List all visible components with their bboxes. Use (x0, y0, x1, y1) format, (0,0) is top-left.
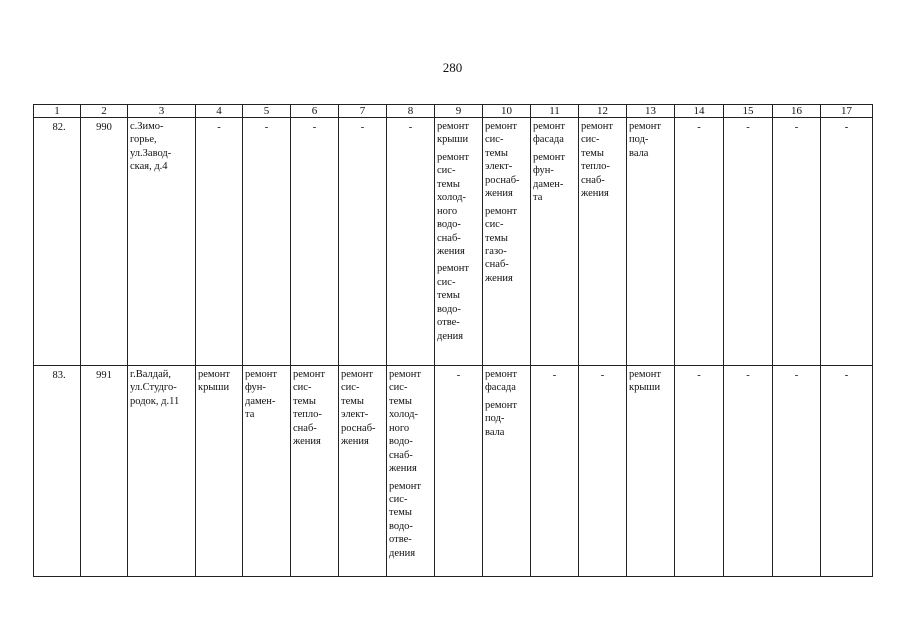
work-item: ремонт под- вала (485, 399, 518, 438)
work-cell-col-17: - (821, 366, 873, 577)
column-number-5: 5 (243, 105, 291, 118)
work-cell-col-9 (435, 118, 483, 366)
work-cell-col-14: - (675, 366, 724, 577)
work-cell-col-5: - (243, 118, 291, 366)
work-item: ремонт сис- темы тепло- снаб- жения (581, 121, 614, 200)
work-item: ремонт сис- темы тепло- снаб- жения (293, 369, 326, 448)
work-cell-col-13 (627, 366, 675, 577)
column-number-11: 11 (531, 105, 579, 118)
work-item: ремонт сис- темы холод- ного водо- снаб- жения (389, 369, 422, 475)
page-number: 280 (442, 60, 463, 75)
work-item: ремонт под- вала (629, 121, 662, 159)
work-cell-col-17: - (821, 118, 873, 366)
column-number-12: 12 (579, 105, 627, 118)
table-row (34, 118, 873, 366)
work-item: ремонт сис- темы элект- роснаб- жения (485, 121, 520, 200)
table-body (34, 105, 873, 577)
column-number-7: 7 (339, 105, 387, 118)
row-number-cell: 82. (34, 118, 81, 366)
work-item: ремонт фун- дамен- та (533, 151, 566, 204)
column-number-2: 2 (81, 105, 128, 118)
row-number-cell: 83. (34, 366, 81, 577)
work-cell-col-12 (579, 118, 627, 366)
work-item: ремонт сис- темы элект- роснаб- жения (341, 369, 376, 448)
column-number-8: 8 (387, 105, 435, 118)
column-number-1: 1 (34, 105, 81, 118)
column-number-6: 6 (291, 105, 339, 118)
work-item: ремонт сис- темы водо- отве- дения (389, 480, 422, 559)
column-number-10: 10 (483, 105, 531, 118)
work-item: ремонт крыши (437, 121, 470, 146)
column-number-header-row (34, 105, 873, 118)
work-cell-col-7 (339, 366, 387, 577)
work-cell-col-12: - (579, 366, 627, 577)
address-cell (128, 118, 196, 366)
work-cell-col-9: - (435, 366, 483, 577)
work-cell-col-11: - (531, 366, 579, 577)
work-cell-col-11 (531, 118, 579, 366)
table-row (34, 366, 873, 577)
column-number-3: 3 (128, 105, 196, 118)
work-cell-col-10 (483, 366, 531, 577)
work-cell-col-7: - (339, 118, 387, 366)
work-cell-col-6 (291, 366, 339, 577)
column-number-14: 14 (675, 105, 724, 118)
work-cell-col-14: - (675, 118, 724, 366)
work-item: ремонт фасада (485, 369, 518, 394)
address-text: г.Валдай, ул.Студго- родок, д.11 (130, 369, 180, 407)
work-item: ремонт крыши (629, 369, 662, 394)
work-item: ремонт фасада (533, 121, 566, 146)
column-number-16: 16 (773, 105, 821, 118)
work-item: ремонт крыши (198, 369, 231, 394)
work-cell-col-8: - (387, 118, 435, 366)
address-cell (128, 366, 196, 577)
work-cell-col-10 (483, 118, 531, 366)
work-item: ремонт сис- темы водо- отве- дения (437, 263, 470, 342)
work-cell-col-4: - (196, 118, 243, 366)
address-text: с.Зимо- горье, ул.Завод- ская, д.4 (130, 121, 172, 173)
object-code-cell: 991 (81, 366, 128, 577)
column-number-17: 17 (821, 105, 873, 118)
object-code-cell: 990 (81, 118, 128, 366)
column-number-15: 15 (724, 105, 773, 118)
work-cell-col-4 (196, 366, 243, 577)
work-cell-col-15: - (724, 366, 773, 577)
work-cell-col-6: - (291, 118, 339, 366)
column-number-9: 9 (435, 105, 483, 118)
work-item: ремонт фун- дамен- та (245, 369, 278, 421)
work-cell-col-16: - (773, 366, 821, 577)
work-cell-col-5 (243, 366, 291, 577)
column-number-4: 4 (196, 105, 243, 118)
column-number-13: 13 (627, 105, 675, 118)
repair-schedule-table (33, 104, 873, 577)
work-item: ремонт сис- темы холод- ного водо- снаб- жения (437, 151, 470, 257)
work-cell-col-16: - (773, 118, 821, 366)
work-cell-col-8 (387, 366, 435, 577)
work-cell-col-15: - (724, 118, 773, 366)
work-cell-col-13 (627, 118, 675, 366)
work-item: ремонт сис- темы газо- снаб- жения (485, 205, 518, 284)
